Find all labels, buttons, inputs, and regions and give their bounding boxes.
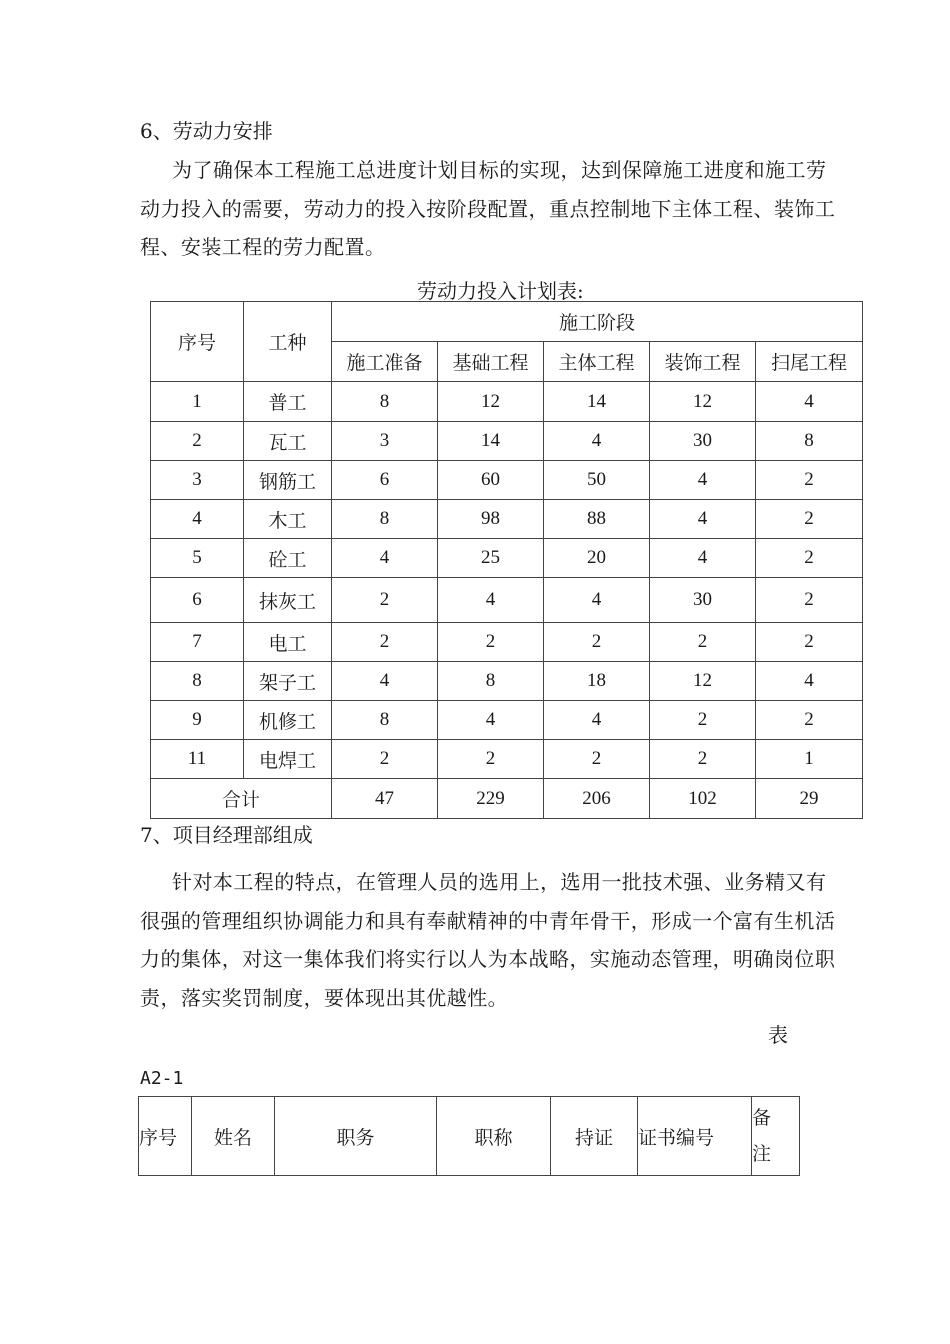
row-value: 4 [650,500,756,539]
header-phase: 扫尾工程 [756,342,863,382]
header-phase: 施工准备 [332,342,438,382]
total-row [151,779,863,819]
section-6-heading: 6、劳动力安排 [140,119,273,143]
staff-header-position: 职务 [275,1097,437,1176]
section-7-line-3: 力的集体，对这一集体我们将实行以人为本战略，实施动态管理，明确岗位职 [140,947,836,971]
row-seq: 1 [151,382,244,422]
row-value: 4 [438,701,544,740]
staff-table [138,1096,800,1176]
staff-header-seq: 序号 [139,1097,192,1176]
row-value: 98 [438,500,544,539]
row-seq: 9 [151,701,244,740]
row-value: 8 [332,701,438,740]
total-value: 206 [544,779,650,819]
section-6-line-2: 动力投入的需要，劳动力的投入按阶段配置，重点控制地下主体工程、装饰工 [140,197,836,221]
staff-header-cert-number: 证书编号 [638,1097,752,1176]
row-value: 4 [650,539,756,578]
staff-header-remark [752,1097,800,1176]
table-row [151,461,863,500]
row-value: 12 [650,662,756,701]
row-seq: 11 [151,740,244,779]
row-value: 2 [756,623,863,662]
table-row [151,382,863,422]
remark-line-2: 注 [752,1143,772,1165]
table-row [151,701,863,740]
row-trade: 瓦工 [244,422,332,461]
table-row [151,578,863,623]
table-label-part2: A2-1 [140,1068,184,1089]
row-value: 25 [438,539,544,578]
row-value: 14 [438,422,544,461]
remark-line-1: 备 [752,1107,772,1129]
row-value: 2 [544,740,650,779]
row-trade: 架子工 [244,662,332,701]
row-value: 8 [756,422,863,461]
row-value: 4 [544,578,650,623]
row-value: 1 [756,740,863,779]
row-trade: 电工 [244,623,332,662]
row-value: 2 [650,623,756,662]
row-seq: 7 [151,623,244,662]
row-seq: 4 [151,500,244,539]
row-value: 30 [650,422,756,461]
total-value: 47 [332,779,438,819]
row-trade: 木工 [244,500,332,539]
section-6-line-1: 为了确保本工程施工总进度计划目标的实现，达到保障施工进度和施工劳 [172,158,827,182]
total-value: 229 [438,779,544,819]
row-value: 50 [544,461,650,500]
row-value: 4 [756,382,863,422]
row-value: 2 [544,623,650,662]
row-value: 18 [544,662,650,701]
labor-table-caption: 劳动力投入计划表: [417,279,584,303]
row-trade: 砼工 [244,539,332,578]
table-row [151,539,863,578]
row-value: 8 [438,662,544,701]
row-value: 2 [332,578,438,623]
row-value: 4 [544,701,650,740]
row-value: 8 [332,500,438,539]
staff-header-certificate: 持证 [551,1097,638,1176]
row-value: 60 [438,461,544,500]
section-7-heading: 7、项目经理部组成 [140,823,313,847]
header-seq: 序号 [151,302,244,382]
row-value: 20 [544,539,650,578]
row-value: 4 [438,578,544,623]
header-phase: 主体工程 [544,342,650,382]
section-7-line-1: 针对本工程的特点，在管理人员的选用上，选用一批技术强、业务精又有 [172,870,827,894]
row-value: 2 [756,500,863,539]
total-value: 29 [756,779,863,819]
row-value: 2 [650,740,756,779]
row-trade: 机修工 [244,701,332,740]
table-label-part1: 表 [768,1023,788,1047]
row-trade: 抹灰工 [244,578,332,623]
row-value: 6 [332,461,438,500]
table-row [151,422,863,461]
header-trade: 工种 [244,302,332,382]
row-value: 14 [544,382,650,422]
header-phase: 装饰工程 [650,342,756,382]
header-phase-group: 施工阶段 [332,302,863,342]
row-seq: 8 [151,662,244,701]
section-7-line-4: 责，落实奖罚制度，要体现出其优越性。 [140,986,509,1010]
row-value: 2 [438,740,544,779]
staff-header-name: 姓名 [192,1097,275,1176]
row-seq: 2 [151,422,244,461]
row-value: 12 [650,382,756,422]
row-value: 4 [544,422,650,461]
row-value: 2 [756,539,863,578]
table-row [151,500,863,539]
labor-plan-table [150,301,863,819]
table-row [151,662,863,701]
total-value: 102 [650,779,756,819]
section-7-line-2: 很强的管理组织协调能力和具有奉献精神的中青年骨干，形成一个富有生机活 [140,909,836,933]
row-value: 12 [438,382,544,422]
row-value: 2 [332,623,438,662]
total-label: 合计 [151,779,332,819]
row-value: 4 [332,539,438,578]
row-value: 4 [650,461,756,500]
row-seq: 3 [151,461,244,500]
row-seq: 5 [151,539,244,578]
row-trade: 钢筋工 [244,461,332,500]
row-value: 3 [332,422,438,461]
row-value: 88 [544,500,650,539]
row-trade: 电焊工 [244,740,332,779]
row-value: 2 [756,701,863,740]
row-trade: 普工 [244,382,332,422]
header-phase: 基础工程 [438,342,544,382]
row-value: 4 [756,662,863,701]
row-value: 2 [756,578,863,623]
table-row [151,740,863,779]
row-value: 2 [650,701,756,740]
section-6-line-3: 程、安装工程的劳力配置。 [140,235,386,259]
row-value: 2 [438,623,544,662]
row-value: 30 [650,578,756,623]
staff-header-remark-label [752,1100,771,1172]
table-row [151,623,863,662]
staff-header-title: 职称 [437,1097,551,1176]
row-value: 4 [332,662,438,701]
row-value: 8 [332,382,438,422]
row-value: 2 [332,740,438,779]
row-seq: 6 [151,578,244,623]
row-value: 2 [756,461,863,500]
